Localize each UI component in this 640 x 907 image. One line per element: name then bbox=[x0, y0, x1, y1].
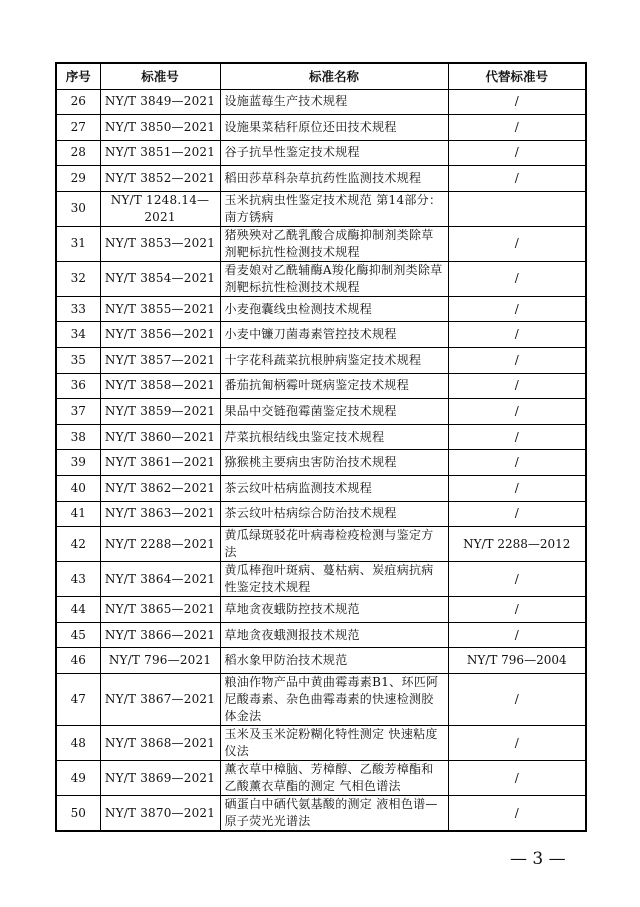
row-index: 45 bbox=[56, 622, 100, 648]
row-replaces bbox=[448, 191, 586, 226]
table-row bbox=[56, 622, 586, 648]
row-number: NY/T 3853—2021 bbox=[100, 226, 220, 261]
row-index: 48 bbox=[56, 726, 100, 761]
row-replaces: / bbox=[448, 597, 586, 623]
row-replaces: / bbox=[448, 476, 586, 502]
row-index: 27 bbox=[56, 115, 100, 141]
table-row bbox=[56, 476, 586, 502]
row-replaces: / bbox=[448, 450, 586, 476]
row-number: NY/T 3868—2021 bbox=[100, 726, 220, 761]
table-row bbox=[56, 140, 586, 166]
row-index: 40 bbox=[56, 476, 100, 502]
row-name: 果品中交链孢霉菌鉴定技术规程 bbox=[220, 399, 448, 425]
table-row bbox=[56, 562, 586, 597]
row-index: 35 bbox=[56, 348, 100, 374]
row-index: 32 bbox=[56, 261, 100, 296]
table-row bbox=[56, 115, 586, 141]
table-row bbox=[56, 501, 586, 527]
row-name: 草地贪夜蛾测报技术规范 bbox=[220, 622, 448, 648]
table-row bbox=[56, 597, 586, 623]
row-name: 稻田莎草科杂草抗药性监测技术规程 bbox=[220, 166, 448, 192]
table-row bbox=[56, 796, 586, 832]
row-index: 33 bbox=[56, 296, 100, 322]
row-name: 粮油作物产品中黄曲霉毒素B1、环匹阿尼酸毒素、杂色曲霉毒素的快速检测胶体金法 bbox=[220, 674, 448, 726]
row-name: 猪殃殃对乙酰乳酸合成酶抑制剂类除草剂靶标抗性检测技术规程 bbox=[220, 226, 448, 261]
row-number: NY/T 3861—2021 bbox=[100, 450, 220, 476]
row-number: NY/T 3858—2021 bbox=[100, 373, 220, 399]
row-number: NY/T 3855—2021 bbox=[100, 296, 220, 322]
table-row bbox=[56, 191, 586, 226]
row-number: NY/T 3852—2021 bbox=[100, 166, 220, 192]
table-row bbox=[56, 166, 586, 192]
row-replaces: / bbox=[448, 674, 586, 726]
row-name: 看麦娘对乙酰辅酶A羧化酶抑制剂类除草剂靶标抗性检测技术规程 bbox=[220, 261, 448, 296]
row-number: NY/T 3864—2021 bbox=[100, 562, 220, 597]
row-name: 十字花科蔬菜抗根肿病鉴定技术规程 bbox=[220, 348, 448, 374]
row-number: NY/T 3862—2021 bbox=[100, 476, 220, 502]
row-name: 芹菜抗根结线虫鉴定技术规程 bbox=[220, 424, 448, 450]
row-number: NY/T 3867—2021 bbox=[100, 674, 220, 726]
row-number: NY/T 3866—2021 bbox=[100, 622, 220, 648]
table-header bbox=[56, 63, 586, 89]
row-index: 38 bbox=[56, 424, 100, 450]
row-index: 29 bbox=[56, 166, 100, 192]
header-row bbox=[56, 63, 586, 89]
table-row bbox=[56, 450, 586, 476]
page-number: — 3 — bbox=[510, 849, 566, 869]
row-replaces: / bbox=[448, 226, 586, 261]
row-replaces: / bbox=[448, 261, 586, 296]
row-replaces: NY/T 2288—2012 bbox=[448, 527, 586, 562]
row-name: 硒蛋白中硒代氨基酸的测定 液相色谱—原子荧光光谱法 bbox=[220, 796, 448, 832]
table-row bbox=[56, 89, 586, 115]
table-row bbox=[56, 226, 586, 261]
row-replaces: / bbox=[448, 622, 586, 648]
header-replaces: 代替标准号 bbox=[448, 63, 586, 89]
row-replaces: / bbox=[448, 89, 586, 115]
header-number: 标准号 bbox=[100, 63, 220, 89]
header-name: 标准名称 bbox=[220, 63, 448, 89]
table-body bbox=[56, 89, 586, 831]
row-name: 稻水象甲防治技术规范 bbox=[220, 648, 448, 674]
header-index: 序号 bbox=[56, 63, 100, 89]
row-replaces: / bbox=[448, 373, 586, 399]
table-row bbox=[56, 527, 586, 562]
row-replaces: NY/T 796—2004 bbox=[448, 648, 586, 674]
row-replaces: / bbox=[448, 501, 586, 527]
row-index: 47 bbox=[56, 674, 100, 726]
row-index: 30 bbox=[56, 191, 100, 226]
row-number: NY/T 3865—2021 bbox=[100, 597, 220, 623]
table-row bbox=[56, 296, 586, 322]
row-name: 小麦中镰刀菌毒素管控技术规程 bbox=[220, 322, 448, 348]
row-index: 36 bbox=[56, 373, 100, 399]
row-number: NY/T 3856—2021 bbox=[100, 322, 220, 348]
row-index: 49 bbox=[56, 761, 100, 796]
row-replaces: / bbox=[448, 399, 586, 425]
table-row bbox=[56, 648, 586, 674]
row-replaces: / bbox=[448, 140, 586, 166]
row-name: 黄瓜绿斑驳花叶病毒检疫检测与鉴定方法 bbox=[220, 527, 448, 562]
row-replaces: / bbox=[448, 761, 586, 796]
row-name: 谷子抗旱性鉴定技术规程 bbox=[220, 140, 448, 166]
row-replaces: / bbox=[448, 424, 586, 450]
row-replaces: / bbox=[448, 796, 586, 832]
row-name: 设施蓝莓生产技术规程 bbox=[220, 89, 448, 115]
table-row bbox=[56, 726, 586, 761]
row-name: 草地贪夜蛾防控技术规范 bbox=[220, 597, 448, 623]
row-number: NY/T 3869—2021 bbox=[100, 761, 220, 796]
row-name: 玉米及玉米淀粉糊化特性测定 快速粘度仪法 bbox=[220, 726, 448, 761]
row-index: 28 bbox=[56, 140, 100, 166]
row-index: 37 bbox=[56, 399, 100, 425]
standards-table bbox=[55, 62, 587, 832]
row-name: 黄瓜棒孢叶斑病、蔓枯病、炭疽病抗病性鉴定技术规程 bbox=[220, 562, 448, 597]
row-replaces: / bbox=[448, 296, 586, 322]
row-number: NY/T 3857—2021 bbox=[100, 348, 220, 374]
row-index: 46 bbox=[56, 648, 100, 674]
row-name: 番茄抗匍柄霉叶斑病鉴定技术规程 bbox=[220, 373, 448, 399]
row-replaces: / bbox=[448, 348, 586, 374]
row-index: 42 bbox=[56, 527, 100, 562]
row-number: NY/T 3863—2021 bbox=[100, 501, 220, 527]
row-number: NY/T 3854—2021 bbox=[100, 261, 220, 296]
table-row bbox=[56, 261, 586, 296]
row-index: 44 bbox=[56, 597, 100, 623]
row-index: 39 bbox=[56, 450, 100, 476]
row-number: NY/T 3870—2021 bbox=[100, 796, 220, 832]
row-number: NY/T 3850—2021 bbox=[100, 115, 220, 141]
row-number: NY/T 2288—2021 bbox=[100, 527, 220, 562]
row-replaces: / bbox=[448, 166, 586, 192]
row-name: 设施果菜秸秆原位还田技术规程 bbox=[220, 115, 448, 141]
row-number: NY/T 3849—2021 bbox=[100, 89, 220, 115]
table-row bbox=[56, 674, 586, 726]
row-name: 小麦孢囊线虫检测技术规程 bbox=[220, 296, 448, 322]
row-index: 31 bbox=[56, 226, 100, 261]
row-name: 茶云纹叶枯病监测技术规程 bbox=[220, 476, 448, 502]
row-number: NY/T 3860—2021 bbox=[100, 424, 220, 450]
row-number: NY/T 1248.14—2021 bbox=[100, 191, 220, 226]
row-name: 猕猴桃主要病虫害防治技术规程 bbox=[220, 450, 448, 476]
table-row bbox=[56, 761, 586, 796]
row-name: 玉米抗病虫性鉴定技术规范 第14部分：南方锈病 bbox=[220, 191, 448, 226]
row-name: 薰衣草中樟脑、芳樟醇、乙酸芳樟酯和乙酸薰衣草酯的测定 气相色谱法 bbox=[220, 761, 448, 796]
table-row bbox=[56, 373, 586, 399]
row-number: NY/T 3859—2021 bbox=[100, 399, 220, 425]
table-row bbox=[56, 399, 586, 425]
row-replaces: / bbox=[448, 726, 586, 761]
row-index: 50 bbox=[56, 796, 100, 832]
row-index: 41 bbox=[56, 501, 100, 527]
row-replaces: / bbox=[448, 562, 586, 597]
row-name: 茶云纹叶枯病综合防治技术规程 bbox=[220, 501, 448, 527]
row-replaces: / bbox=[448, 322, 586, 348]
row-number: NY/T 3851—2021 bbox=[100, 140, 220, 166]
row-index: 34 bbox=[56, 322, 100, 348]
row-replaces: / bbox=[448, 115, 586, 141]
table-row bbox=[56, 424, 586, 450]
table-row bbox=[56, 348, 586, 374]
table-row bbox=[56, 322, 586, 348]
row-number: NY/T 796—2021 bbox=[100, 648, 220, 674]
row-index: 43 bbox=[56, 562, 100, 597]
row-index: 26 bbox=[56, 89, 100, 115]
